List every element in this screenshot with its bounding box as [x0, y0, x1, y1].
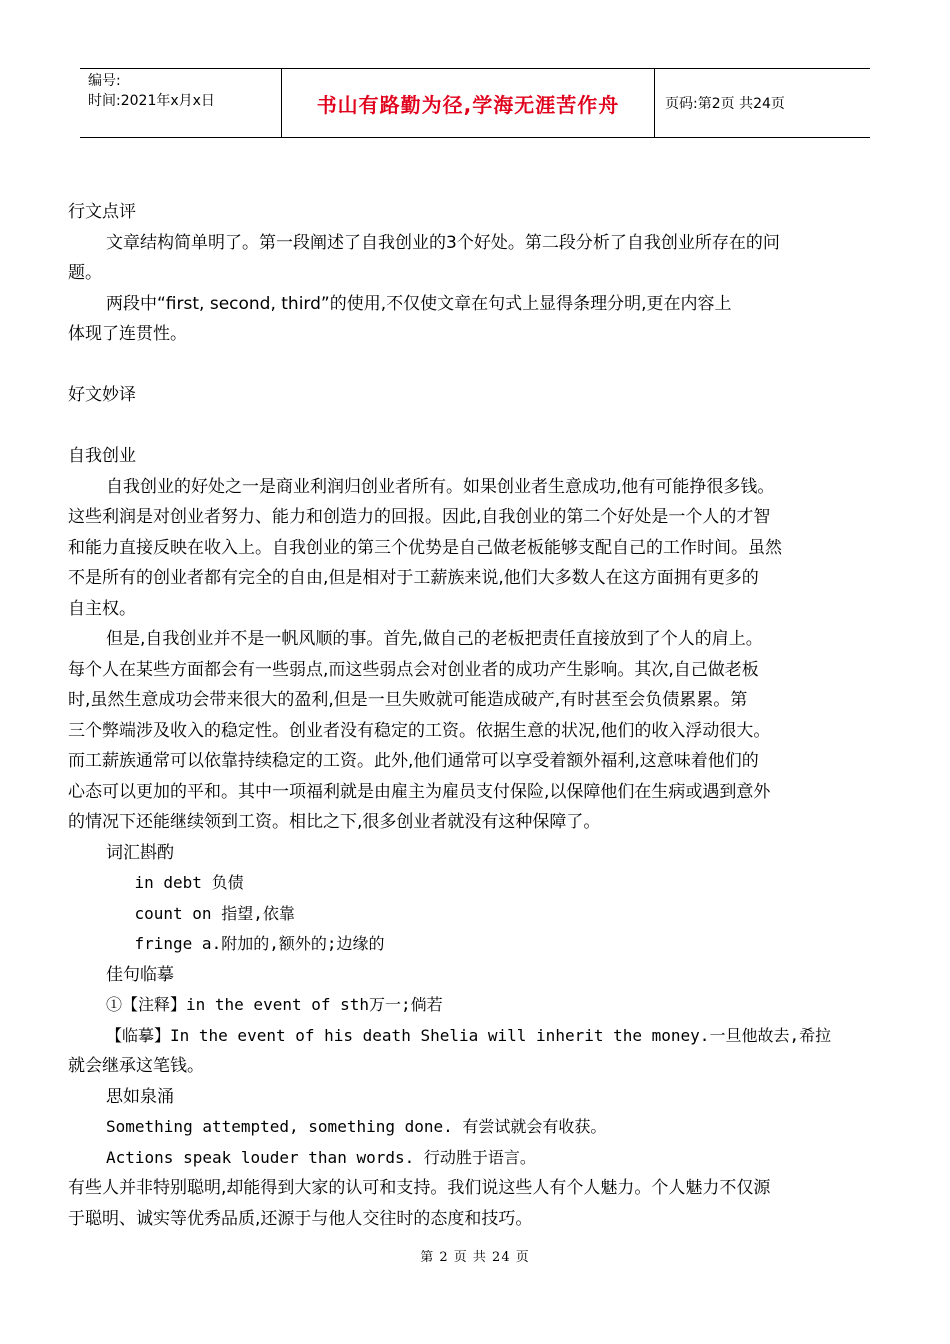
body-line: 行文点评 — [68, 202, 136, 222]
body-line: 时,虽然生意成功会带来很大的盈利,但是一旦失败就可能造成破产,有时甚至会负债累累。第 — [68, 690, 748, 710]
body-line: 就会继承这笔钱。 — [68, 1056, 204, 1076]
body-line: 词汇斟酌 — [106, 842, 174, 863]
body-line: fringe a.附加的,额外的;边缘的 — [134, 934, 385, 953]
body-line: 题。 — [68, 263, 102, 283]
body-line: 不是所有的创业者都有完全的自由,但是相对于工薪族来说,他们大多数人在这方面拥有更多的 — [68, 568, 759, 588]
body-line: 和能力直接反映在收入上。自我创业的第三个优势是自己做老板能够支配自己的工作时间。虽然 — [68, 537, 782, 558]
body-line — [68, 411, 874, 442]
body-line: 这些利润是对创业者努力、能力和创造力的回报。因此,自我创业的第二个好处是一个人的才智 — [68, 507, 771, 527]
body-line: 佳句临摹 — [106, 964, 174, 985]
body-line: 体现了连贯性。 — [68, 324, 187, 344]
body-line: ①【注释】in the event of sth万一;倘若 — [106, 995, 443, 1014]
body-line: 于聪明、诚实等优秀品质,还源于与他人交往时的态度和技巧。 — [68, 1208, 533, 1229]
header-number-label: 编号: — [88, 73, 121, 89]
body-line: 自主权。 — [68, 598, 136, 619]
body-line: 两段中“first, second, third”的使用,不仅使文章在句式上显得条理分明,更在内容上 — [106, 293, 732, 314]
body-line: 好文妙译 — [68, 385, 136, 405]
body-line: 但是,自我创业并不是一帆风顺的事。首先,做自己的老板把责任直接放到了个人的肩上。 — [106, 629, 763, 649]
header-meta — [80, 69, 281, 137]
page-footer — [0, 1246, 950, 1265]
body-line: Actions speak louder than words. 行动胜于语言。 — [106, 1147, 536, 1167]
document-body — [68, 197, 874, 1234]
header-page-info: 页码:第2页 共24页 — [665, 96, 785, 112]
body-line: 自我创业 — [68, 446, 136, 466]
header-motto: 书山有路勤为径,学海无涯苦作舟 — [281, 69, 655, 137]
body-line: 思如泉涌 — [106, 1086, 174, 1107]
body-line: 每个人在某些方面都会有一些弱点,而这些弱点会对创业者的成功产生影响。其次,自己做老板 — [68, 659, 759, 680]
header-time-label: 时间:2021年x月x日 — [88, 93, 215, 109]
body-line: 【临摹】In the event of his death Shelia will inherit the money.一旦他故去,希拉 — [106, 1025, 832, 1045]
page-header — [80, 68, 870, 138]
body-line: 三个弊端涉及收入的稳定性。创业者没有稳定的工资。依据生意的状况,他们的收入浮动很大。 — [68, 720, 771, 741]
body-line: count on 指望,依靠 — [134, 903, 295, 923]
body-line: Something attempted, something done. 有尝试就会有收获。 — [106, 1117, 607, 1136]
body-line: 自我创业的好处之一是商业利润归创业者所有。如果创业者生意成功,他有可能挣很多钱。 — [106, 476, 775, 497]
body-line: 的情况下还能继续领到工资。相比之下,很多创业者就没有这种保障了。 — [68, 812, 601, 832]
body-line: in debt 负债 — [134, 873, 244, 892]
body-line — [68, 350, 874, 381]
body-line: 有些人并非特别聪明,却能得到大家的认可和支持。我们说这些人有个人魅力。个人魅力不仅源 — [68, 1178, 771, 1198]
body-line: 而工薪族通常可以依靠持续稳定的工资。此外,他们通常可以享受着额外福利,这意味着他们的 — [68, 751, 759, 771]
body-line: 文章结构简单明了。第一段阐述了自我创业的3个好处。第二段分析了自我创业所存在的问 — [106, 232, 780, 253]
body-line: 心态可以更加的平和。其中一项福利就是由雇主为雇员支付保险,以保障他们在生病或遇到意外 — [68, 781, 771, 802]
footer-page-number: 第 2 页 共 24 页 — [420, 1250, 530, 1265]
